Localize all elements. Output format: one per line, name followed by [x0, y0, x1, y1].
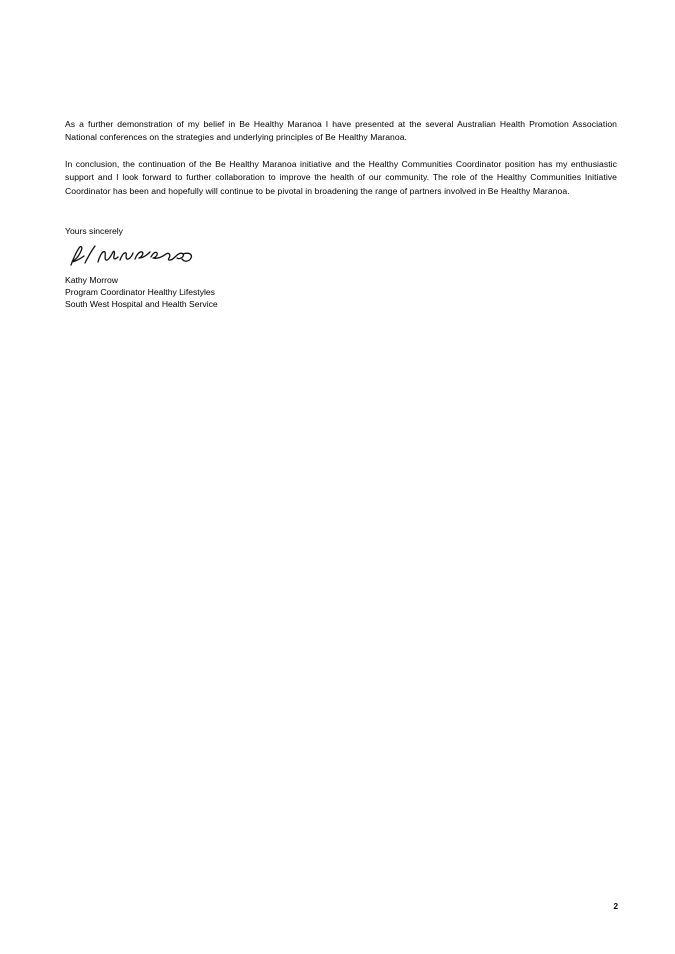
letter-body [65, 118, 617, 310]
page-number: 2 [613, 902, 618, 911]
paragraph-2: In conclusion, the continuation of the Be Healthy Maranoa initiative and the Healthy Communities Coordinator position has my enthusiastic support and I look forward to further collaboration to improve the health of our community. The role of the Healthy Communities Initiative Coordinator has been and hopefully will continue to be pivotal in broadening the range of partners involved in Be Healthy Maranoa. [65, 158, 617, 196]
signature-block [65, 275, 617, 310]
signature-image [65, 243, 225, 273]
signatory-organisation: South West Hospital and Health Service [65, 298, 218, 309]
closing-salutation: Yours sincerely [65, 226, 123, 237]
signatory-title: Program Coordinator Healthy Lifestyles [65, 287, 215, 298]
paragraph-1: As a further demonstration of my belief in Be Healthy Maranoa I have presented at the several Australian Health Promotion Association National conferences on the strategies and underlying principles of Be Healthy Maranoa. [65, 119, 617, 143]
signatory-name: Kathy Morrow [65, 275, 119, 286]
